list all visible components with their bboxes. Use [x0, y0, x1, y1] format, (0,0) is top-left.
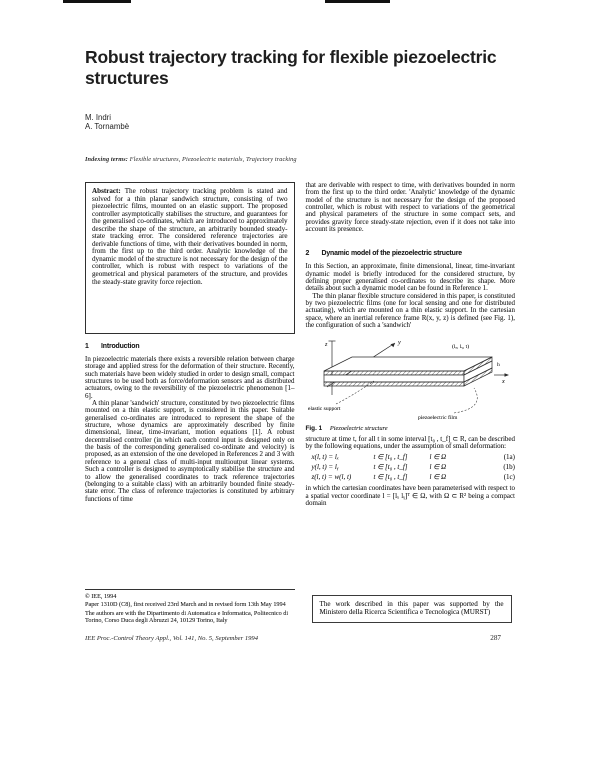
equation-1b-lhs: y(l, t) = lᵧ [311, 463, 339, 472]
equation-1c-lhs: z(l, t) = w(l, t) [311, 473, 352, 482]
author-list [85, 113, 515, 131]
acknowledgement-box [312, 595, 512, 623]
paper-page [85, 47, 515, 642]
equation-1a-number: (1a) [503, 453, 515, 462]
equation-1c-number: (1c) [503, 473, 515, 482]
figure-1-drawing [306, 335, 512, 423]
figure-1 [306, 335, 516, 432]
scan-artifact-bar-left [63, 0, 131, 3]
equation-1a [312, 454, 516, 461]
x-axis [494, 373, 509, 385]
abstract-box [85, 182, 295, 334]
section-1-title: Introduction [101, 343, 140, 350]
section-1-heading [85, 343, 295, 351]
section-2-number: 2 [305, 250, 310, 258]
equation-1c-time-condition: t ∈ [t₀ , t_f] [373, 473, 408, 482]
x-axis-label: x [501, 377, 505, 385]
elastic-support-label: elastic support [307, 405, 340, 412]
acknowledgement-text: The work described in this paper was supported by the Ministero della Ricerca Scientifica e Tecnologica (MURST) [319, 600, 504, 617]
y-axis-label: y [397, 338, 401, 346]
equation-1b-number: (1b) [503, 463, 515, 472]
section-2-heading [306, 250, 516, 258]
indexing-terms-line [85, 156, 515, 163]
indexing-terms-label: Indexing terms: [85, 156, 128, 163]
figure-1-tag: Fig. 1 [305, 424, 323, 432]
section-1-paragraph-1: In piezoelectric materials there exists a reversible relation between charge storage and applied stress for the deformation of their structure. Recently, such materials have been widely studied in order to design small, compact structures to be used both as force/deformation sensors and as distributed actuators, owing to the reversibility of the piezoelectric phenomenon [1–6]. [85, 355, 295, 400]
front-elastic-layer [324, 375, 464, 382]
z-axis-label: z [324, 340, 327, 348]
footnote-paper-info: Paper 1310D (C8), first received 23rd March and in revised form 13th May 1994 [85, 601, 286, 608]
section-2-title: Dynamic model of the piezoelectric structure [321, 250, 462, 258]
equation-1c [312, 474, 516, 481]
front-bottom-film [324, 382, 464, 386]
footnote-rule [85, 589, 295, 590]
author-2: A. Tornambè [85, 122, 130, 131]
paper-title: Robust trajectory tracking for flexible piezoelectric structures [85, 47, 497, 88]
two-column-body [85, 182, 515, 631]
section-1-paragraph-2: A thin planar 'sandwich' structure, constituted by two piezoelectric films mounted on a thin elastic support, is considered in this paper. Suitable generalised co-ordinates are introduced to represent the shape of the structure, whose dynamics are approximately described by finite dimensional, linear, time-invariant, motion equations [1]. A robust decentralised controller (in which each control input is designed only on the basis of the corresponding generalised co-ordinate and velocity) is proposed, as an extension of the one developed in References 2 and 3 with reference to a general class of multi-input multioutput linear systems. Such a controller is designed to asymptotically stabilise the structure and to allow the generalised coordinates to track reference trajectories (belonging to a suitable class) with an arbitrarily bounded finite steady-state error. The class of reference trajectories is constituted by arbitrary functions of time [85, 399, 295, 503]
author-1: M. Indri [85, 113, 111, 122]
corner-coordinates-label: (lₓ, lᵧ, t) [451, 343, 469, 350]
equation-1a-domain-condition: l ∈ Ω [429, 453, 447, 462]
figure-1-caption-text: Piezoelectric structure [329, 424, 388, 432]
first-page-footnote [85, 589, 295, 626]
section-2-paragraph-4: in which the cartesian coordinates have been parameterised with respect to a spatial vector coordinate l = [lₓ lᵧ]ᵀ ∈ Ω, with Ω ⊂ R² being a compact domain [305, 484, 515, 508]
left-column [85, 182, 295, 631]
piezo-film-leader [454, 388, 477, 413]
piezo-film-label: piezoelectric film [417, 414, 457, 421]
page-number: 287 [490, 634, 501, 642]
section-2-paragraph-2: The thin planar flexible structure considered in this paper, is constituted by two piezoelectric films (one for local sensing and one for distributed actuating), which are mounted on a thin elastic support. In the cartesian space, where an inertial reference frame R(x, y, z) is defined (see Fig. 1), the configuration of such a 'sandwich' [305, 291, 515, 330]
section-2-paragraph-3: structure at time t, for all t in some interval [t₀ , t_f] ⊂ R, can be described by the following equations, under the assumption of small deformation: [305, 434, 515, 450]
indexing-terms-text: Flexible structures, Piezoelectric materials, Trajectory tracking [129, 156, 297, 163]
equation-1b [312, 464, 516, 471]
thickness-label: h [496, 361, 500, 368]
equation-1c-domain-condition: l ∈ Ω [429, 473, 447, 482]
equation-1b-domain-condition: l ∈ Ω [429, 463, 447, 472]
slab-top-surface [324, 357, 492, 371]
page-footer [85, 634, 515, 642]
figure-1-caption [306, 425, 516, 432]
section-2-paragraph-1: In this Section, an approximate, finite dimensional, linear, time-invariant dynamic model is briefly introduced for the considered structure, by defining proper generalised co-ordinates to describe its shape. More details about such a dynamic model can be found in Reference 1. [305, 262, 515, 293]
scan-artifact-bar-right [325, 0, 390, 3]
equation-group-1 [312, 454, 516, 481]
equation-1b-time-condition: t ∈ [t₀ , t_f] [373, 463, 408, 472]
right-column [306, 182, 516, 631]
footnote-copyright: © IEE, 1994 [85, 592, 117, 600]
continuation-paragraph: that are derivable with respect to time, with derivatives bounded in norm from the first up to the third order. 'Analytic' knowledge of the dynamic model of the structure is not necessary for the design of the proposed controller, which is robust with respect to variations of the geometrical and physical parameters of the structure in some compact sets, and provides gravity force steady-state rejection, even if it does not take into account its presence. [305, 181, 515, 234]
footnote-affiliation: The authors are with the Dipartimento di Automatica e Informatica, Politecnico di Torino, Corso Duca degli Abruzzi 24, 10129 Torino, Italy [85, 609, 289, 624]
abstract-text: The robust trajectory tracking problem is stated and solved for a thin planar sandwich structure, consisting of two piezoelectric films, mounted on an elastic support. The proposed controller asymptotically stabilises the structure, and guarantees for the generalised co-ordinates, which are introduced to approximately describe the shape of the structure, an arbitrarily bounded steady-state tracking error. The considered reference trajectories are derivable functions of time, with their derivatives bounded in norm, from the first up to the third order. Analytic knowledge of the dynamic model of the structure is not necessary for the design of the controller, which is robust with respect to variations of the geometrical and physical parameters of the structure, and provides the steady-state gravity force rejection. [92, 187, 288, 286]
front-top-film [324, 371, 464, 375]
equation-1a-time-condition: t ∈ [t₀ , t_f] [373, 453, 408, 462]
section-1-number: 1 [85, 343, 89, 350]
equation-1a-lhs: x(l, t) = lₓ [311, 453, 339, 462]
journal-citation: IEE Proc.-Control Theory Appl., Vol. 141, No. 5, September 1994 [85, 635, 259, 642]
abstract-label: Abstract: [92, 187, 121, 195]
